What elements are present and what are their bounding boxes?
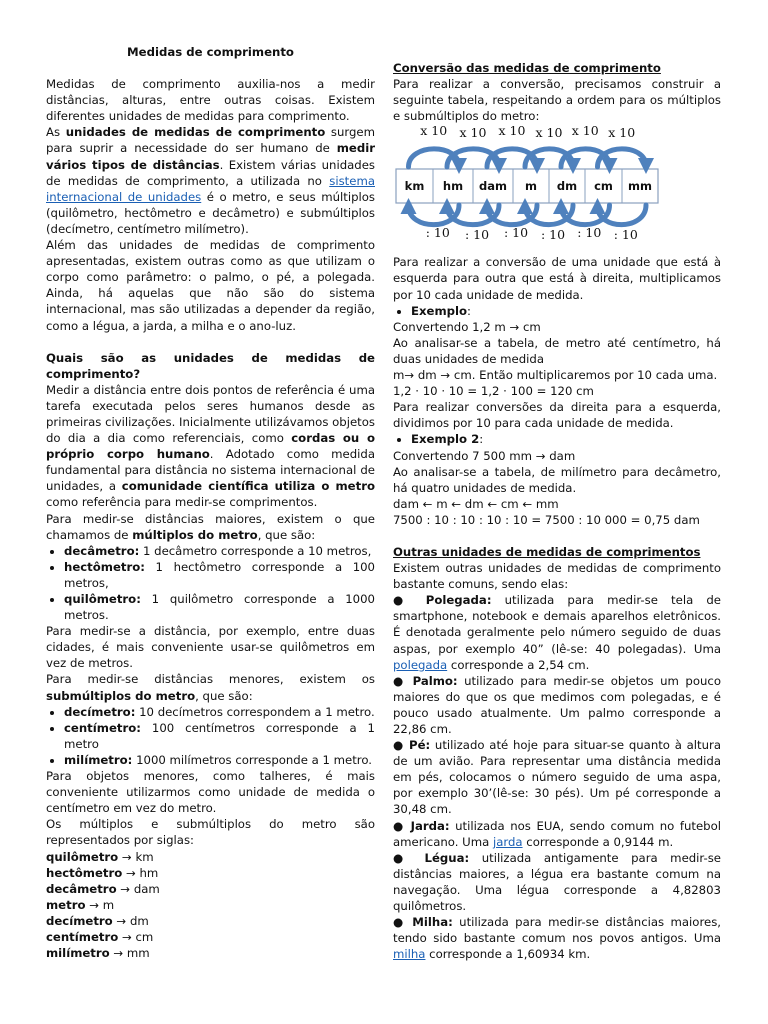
text: corresponde a 1,60934 km. (425, 947, 591, 962)
symbols-intro: Os múltiplos e submúltiplos do metro são representados por siglas: (46, 817, 375, 848)
unit-link[interactable]: polegada (393, 657, 448, 672)
other-unit-item (393, 850, 721, 914)
symbol-row (46, 849, 375, 865)
symbol-row (46, 913, 375, 929)
text: , que são: (257, 527, 316, 542)
text: : (479, 432, 484, 447)
term: Milha: (412, 915, 453, 930)
example-1-line: Ao analisar-se a tabela, de metro até centímetro, há duas unidades de medida (393, 335, 721, 366)
section-heading-conversion: Conversão das medidas de comprimento (393, 61, 661, 75)
text: corresponde a 2,54 cm. (447, 657, 590, 672)
term: milímetro (46, 946, 110, 961)
multiply-label: x 10 (608, 126, 636, 141)
multiply-label: x 10 (420, 126, 448, 139)
other-unit-item (393, 818, 721, 850)
other-units-paragraph: Além das unidades de medidas de comprimento apresentadas, existem outras como as que utilizam o corpo como parâmetro: o palmo, o pé, a polegada. Ainda, há aquelas que não são do sistema internacional, mas são utilizadas a depender da região, como a légua, a jarda, a milha e o ano-luz. (46, 238, 375, 333)
other-units-intro: Existem outras unidades de medidas de comprimento bastante comuns, sendo elas: (393, 561, 721, 592)
example-2-list (393, 431, 721, 447)
text: : (467, 303, 471, 318)
symbol: → mm (109, 946, 150, 961)
history-paragraph (46, 382, 375, 511)
symbols-list (46, 849, 375, 962)
unit-link[interactable]: jarda (492, 834, 523, 849)
text: surgem para suprir a necessidade do ser humano de (46, 125, 375, 156)
section-heading-other-units: Outras unidades de medidas de comprimentos (393, 544, 701, 559)
conversion-intro: Para realizar a conversão, precisamos construir a seguinte tabela, respeitando a ordem para os múltiplos e submúltiplos do metro: (393, 77, 721, 124)
divide-label: : 10 (577, 225, 602, 241)
text: 1 decâmetro corresponde a 10 metros, (139, 543, 372, 558)
text: 100 centímetros corresponde a 1 metro (64, 720, 375, 751)
symbol: → dam (116, 881, 160, 896)
other-unit-item (393, 737, 721, 817)
conversion-table (393, 126, 721, 250)
symbol-row (46, 929, 375, 945)
other-unit-item (393, 592, 721, 672)
cutlery-paragraph: Para objetos menores, como talheres, é mais conveniente utilizarmos como unidade de medida o centímetro em vez do metro. (46, 769, 375, 816)
unit-cell-dam: dam (479, 179, 507, 194)
text: corresponde a 0,9144 m. (522, 834, 674, 849)
bold-text: Exemplo (411, 303, 468, 318)
text: Medir a distância entre dois pontos de referência é uma tarefa executada pelos seres humanos desde as primeiras civilizações. Inicialmente utilizávamos objetos do dia a dia como referenciais, como (46, 382, 375, 446)
divide-label: : 10 (503, 225, 529, 241)
term: quilômetro: (64, 592, 141, 606)
divide-label: : 10 (540, 227, 566, 243)
term: decâmetro (46, 881, 117, 896)
units-paragraph (46, 124, 375, 237)
submultiples-intro (46, 671, 375, 703)
multiply-label: x 10 (571, 126, 599, 139)
unit-cell-dm: dm (556, 179, 578, 194)
bold-text: comunidade científica utiliza o metro (121, 479, 375, 494)
unit-cell-km: km (404, 179, 425, 194)
term: Légua: (424, 850, 470, 865)
text: As (46, 125, 66, 140)
divide-label: : 10 (425, 225, 450, 241)
term: decímetro (46, 913, 113, 928)
other-unit-item (393, 673, 721, 737)
symbol-row (46, 881, 375, 897)
symbol: → km (118, 849, 154, 864)
term: quilômetro (46, 849, 119, 864)
unit-cell-mm: mm (628, 179, 652, 194)
example-1-line: m→ dm → cm. Então multiplicaremos por 10 cada uma. (393, 368, 718, 383)
unit-cell-cm: cm (594, 179, 613, 194)
bold-text: unidades de medidas de comprimento (65, 125, 326, 140)
example-2-line: 7500 : 10 : 10 : 10 : 10 = 7500 : 10 000 = 0,75 dam (393, 512, 700, 527)
example-1-list (393, 303, 721, 319)
text: . Existem várias unidades de medidas de comprimento, a utilizada no (46, 157, 375, 188)
bold-text: Exemplo 2 (411, 432, 480, 447)
bullet-icon: ● (393, 673, 413, 688)
cities-paragraph: Para medir-se a distância, por exemplo, entre duas cidades, é mais conveniente usar-se quilômetros em vez de metros. (46, 624, 375, 671)
text: é o metro, e seus múltiplos (quilômetro, hectômetro e decâmetro) e submúltiplos (decímetro, centímetro milímetro). (46, 189, 375, 236)
symbol: → dm (112, 913, 149, 928)
submultiples-list (46, 704, 375, 768)
symbol-row (46, 897, 375, 913)
example-2-line: Convertendo 7 500 mm → dam (393, 448, 576, 463)
term: milímetro: (64, 752, 133, 767)
left-column (46, 44, 375, 961)
list-item (64, 720, 375, 752)
right-column (393, 60, 721, 962)
multiply-label: x 10 (535, 126, 563, 141)
text: 10 decímetros correspondem a 1 metro. (135, 704, 375, 719)
multiply-paragraph: Para realizar a conversão de uma unidade que está à esquerda para outra que está à direita, multiplicamos por 10 cada unidade de medida. (393, 255, 721, 302)
text: utilizado para medir-se objetos um pouco maiores do que os que medimos com polegadas, e é pouco usado atualmente. Um palmo corresponde a 22,86 cm. (393, 673, 721, 736)
text: . Adotado como medida fundamental para distância no sistema internacional de unidades, a (46, 447, 375, 494)
list-item (64, 543, 375, 559)
text: utilizada nos EUA, sendo comum no futebol americano. Uma (393, 818, 721, 849)
text: 1 quilômetro corresponde a 1000 metros. (64, 592, 375, 623)
example-1-line: Convertendo 1,2 m → cm (393, 319, 541, 334)
term: Palmo: (412, 673, 458, 688)
example-1-line: 1,2 · 10 · 10 = 1,2 · 100 = 120 cm (393, 384, 594, 399)
symbol: → hm (122, 865, 159, 880)
divide-label: : 10 (464, 227, 490, 243)
example-1-label (411, 303, 721, 319)
text: 1 hectômetro corresponde a 100 metros, (64, 559, 375, 590)
bold-text: cordas ou o próprio corpo humano (46, 431, 375, 462)
bullet-icon: ● (393, 738, 409, 753)
term: Jarda: (410, 818, 450, 833)
unit-cell-m: m (525, 179, 537, 194)
term: decâmetro: (64, 543, 140, 558)
text: Para medir-se distâncias maiores, existem o que chamamos de (46, 511, 375, 542)
conversion-table-graphic (393, 126, 721, 250)
example-2-label (411, 431, 721, 447)
text: Para medir-se distâncias menores, existem os (46, 672, 375, 687)
bold-text: submúltiplos do metro (46, 688, 196, 703)
term: Polegada: (425, 593, 492, 608)
other-unit-item (393, 914, 721, 962)
bold-text: múltiplos do metro (132, 527, 258, 542)
symbol: → m (85, 897, 115, 912)
term: hectômetro: (64, 559, 145, 574)
bullet-icon: ● (393, 915, 413, 930)
symbol-row (46, 945, 375, 961)
example-1-line: Para realizar conversões da direita para a esquerda, dividimos por 10 para cada unidade de medida. (393, 400, 721, 431)
symbol: → cm (118, 929, 154, 944)
text: utilizado até hoje para situar-se quanto à altura de um avião. Para representar uma distância medida em pés, colocamos o número seguido de uma aspa, por exemplo 30’(lê-se: 30 pés). Um pé corresponde a 30,48 cm. (393, 738, 721, 817)
symbol-row (46, 865, 375, 881)
text: como referência para medir-se comprimentos. (46, 495, 318, 510)
multiply-label: x 10 (498, 126, 526, 139)
page-title: Medidas de comprimento (127, 45, 294, 59)
term: metro (46, 897, 86, 912)
text: utilizada para medir-se distâncias maiores, tendo sido bastante comum nos povos antigos. Uma (393, 915, 721, 946)
multiples-intro (46, 511, 375, 543)
bullet-icon: ● (393, 593, 426, 608)
intro-paragraph: Medidas de comprimento auxilia-nos a medir distâncias, alturas, entre outras coisas. Existem diferentes unidades de medidas para comprimento. (46, 77, 375, 124)
bold-text: medir vários tipos de distâncias (46, 141, 375, 172)
term: centímetro: (64, 720, 141, 735)
example-2-line: Ao analisar-se a tabela, de milímetro para decâmetro, há quatro unidades de medida. (393, 464, 721, 495)
unit-link[interactable]: milha (393, 947, 426, 962)
term: Pé: (409, 738, 431, 753)
text: utilizada para medir-se tela de smartphone, notebook e demais aparelhos eletrônicos. É denotada geralmente pelo número seguido de duas aspas, por exemplo 40” (lê-se: 40 polegadas). Uma (393, 593, 721, 656)
multiples-list (46, 543, 375, 623)
term: hectômetro (46, 865, 123, 880)
section-heading-units: Quais são as unidades de medidas de comprimento? (46, 350, 375, 381)
example-2-line: dam ← m ← dm ← cm ← mm (393, 496, 559, 511)
text: 1000 milímetros corresponde a 1 metro. (132, 752, 373, 767)
term: centímetro (46, 929, 119, 944)
text: utilizada antigamente para medir-se distâncias maiores, a légua era bastante comum na navegação. Uma légua corresponde a 4,82803 quilômetros. (393, 850, 721, 914)
divide-label: : 10 (613, 227, 638, 243)
unit-cell-hm: hm (442, 179, 464, 194)
bullet-icon: ● (393, 850, 425, 865)
list-item (64, 704, 375, 720)
text: , que são: (195, 688, 253, 703)
list-item (64, 752, 375, 768)
si-units-link[interactable]: sistema internacional de unidades (46, 173, 375, 204)
other-units-list (393, 592, 721, 962)
list-item (64, 591, 375, 623)
list-item (64, 559, 375, 591)
multiply-label: x 10 (459, 126, 487, 141)
term: decímetro: (64, 704, 136, 719)
bullet-icon: ● (393, 818, 411, 833)
